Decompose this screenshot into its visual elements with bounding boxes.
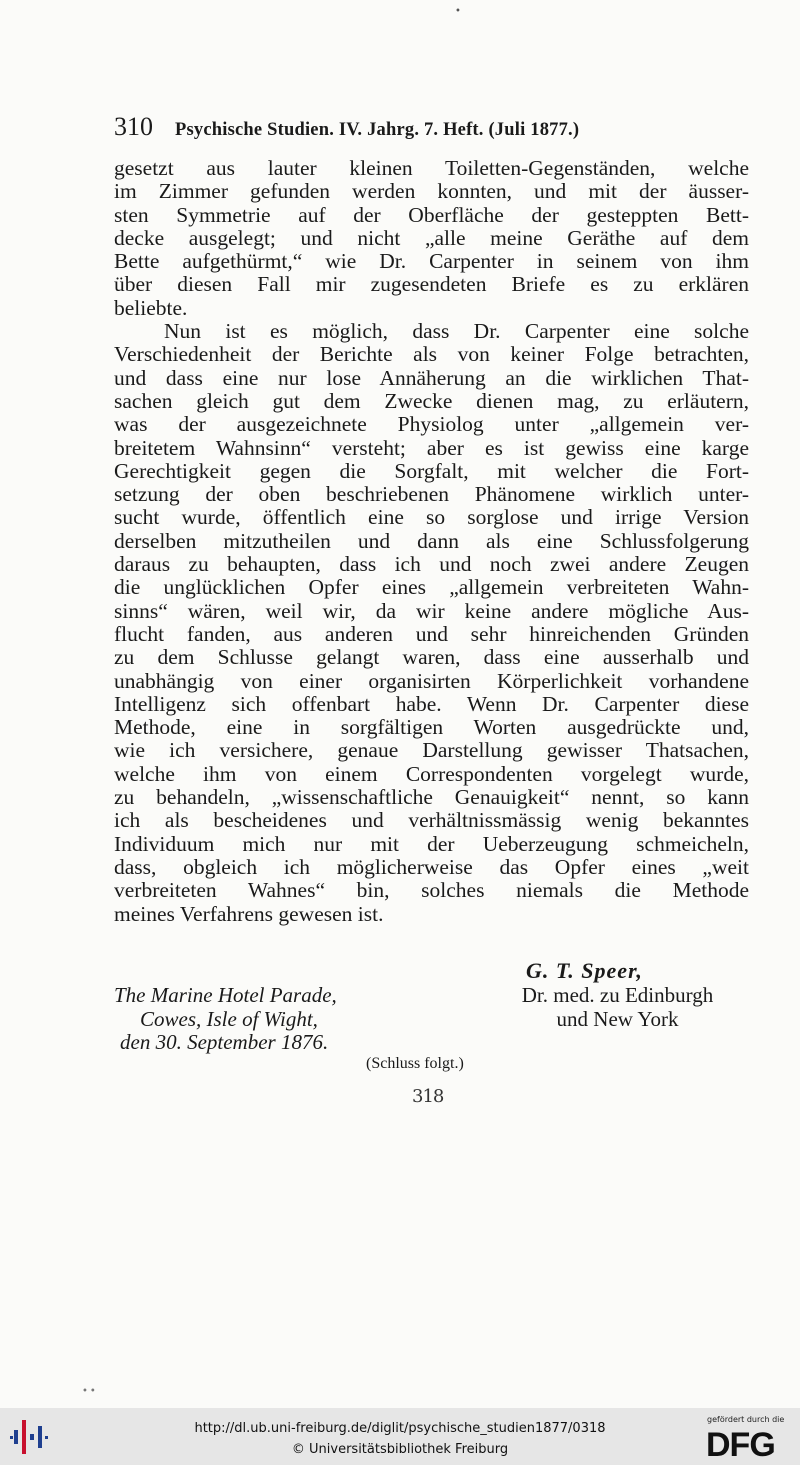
copyright-notice: © Universitätsbibliothek Freiburg	[291, 1442, 509, 1457]
text-line: sinns“ wären, weil wir, da wir keine andere mögliche Aus-	[114, 598, 749, 623]
text-line: Methode, eine in sorgfältigen Worten ausgedrückte und,	[114, 715, 749, 740]
text-line: die unglücklichen Opfer eines „allgemein verbreiteten Wahn-	[114, 575, 749, 600]
address-line: Cowes, Isle of Wight,	[140, 1006, 318, 1031]
viewer-footer	[0, 1408, 800, 1465]
text-line: flucht fanden, aus anderen und sehr hinreichenden Gründen	[114, 621, 749, 646]
credential-line: und New York	[556, 1006, 679, 1031]
text-line: beliebte.	[114, 295, 188, 320]
continuation-note: (Schluss folgt.)	[366, 1055, 464, 1072]
text-line: sachen gleich gut dem Zwecke dienen mag, zu erläutern,	[114, 388, 749, 413]
text-line: wie ich versichere, genaue Darstellung gewisser Thatsachen,	[114, 738, 749, 763]
text-line: Intelligenz sich offenbart habe. Wenn Dr. Carpenter diese	[114, 691, 749, 716]
text-line: was der ausgezeichnete Physiolog unter „allgemein ver-	[114, 412, 749, 437]
scan-mark-bottom: ••	[82, 1386, 98, 1397]
text-line: und dass eine nur lose Annäherung an die wirklichen That-	[114, 365, 749, 390]
text-line: derselben mitzutheilen und dann als eine Schlussfolgerung	[114, 528, 749, 553]
text-line: unabhängig von einer organisirten Körperlichkeit vorhandene	[114, 668, 749, 693]
scan-mark-top: •	[455, 6, 461, 17]
text-line: setzung der oben beschriebenen Phänomene wirklich unter-	[114, 482, 749, 507]
permalink-url[interactable]: http://dl.ub.uni-freiburg.de/diglit/psychische_studien1877/0318	[194, 1421, 606, 1436]
text-line: gesetzt aus lauter kleinen Toiletten-Gegenständen, welche	[114, 156, 749, 180]
page-number: 310	[114, 112, 153, 141]
dfg-logo-icon[interactable]	[706, 1426, 792, 1460]
text-line: welche ihm von einem Correspondenten vorgelegt wurde,	[114, 761, 749, 786]
text-line: daraus zu behaupten, dass ich und noch zwei andere Zeugen	[114, 552, 749, 577]
text-line: decke ausgelegt; und nicht „alle meine Geräthe auf dem	[114, 225, 749, 250]
text-line: verbreiteten Wahnes“ bin, solches niemals die Methode	[114, 878, 749, 903]
text-line: über diesen Fall mir zugesendeten Briefe es zu erklären	[114, 272, 749, 297]
text-line: breitetem Wahnsinn“ versteht; aber es ist gewiss eine karge	[114, 435, 749, 460]
text-line: dass, obgleich ich möglicherweise das Opfer eines „weit	[114, 854, 749, 879]
article-body	[114, 157, 749, 926]
library-stamp: 318	[412, 1086, 444, 1107]
text-line: Bette aufgethürmt,“ wie Dr. Carpenter in seinem von ihm	[114, 249, 749, 274]
signature-block	[114, 958, 754, 1068]
text-line: meines Verfahrens gewesen ist.	[114, 901, 384, 926]
author-address	[114, 984, 337, 1055]
author-name: G. T. Speer,	[526, 958, 643, 983]
address-line: den 30. September 1876.	[120, 1030, 329, 1054]
sponsor-caption: gefördert durch die	[707, 1415, 785, 1424]
text-line: Individuum mich nur mit der Ueberzeugung schmeicheln,	[114, 831, 749, 856]
text-line: zu dem Schlusse gelangt waren, dass eine ausserhalb und	[114, 645, 749, 670]
text-line: sten Symmetrie auf der Oberfläche der gesteppten Bett-	[114, 202, 749, 227]
dfg-logo-text: DFG	[706, 1426, 775, 1460]
text-line: ich als bescheidenes und verhältnissmässig wenig bekanntes	[114, 808, 749, 833]
text-line: zu behandeln, „wissenschaftliche Genauigkeit“ nennt, so kann	[114, 785, 749, 810]
text-line: Nun ist es möglich, dass Dr. Carpenter eine solche	[164, 319, 749, 344]
running-title: Psychische Studien. IV. Jahrg. 7. Heft. (Juli 1877.)	[175, 120, 580, 140]
text-line: Gerechtigkeit gegen die Sorgfalt, mit welcher die Fort-	[114, 458, 749, 483]
address-line: The Marine Hotel Parade,	[114, 983, 337, 1007]
running-header	[114, 112, 684, 142]
credential-line: Dr. med. zu Edinburgh	[521, 983, 714, 1007]
author-credentials	[480, 984, 755, 1031]
text-line: im Zimmer gefunden werden konnten, und mit der äusser-	[114, 179, 749, 204]
text-line: Verschiedenheit der Berichte als von keiner Folge betrachten,	[114, 342, 749, 367]
text-line: sucht wurde, öffentlich eine so sorglose und irrige Version	[114, 505, 749, 530]
